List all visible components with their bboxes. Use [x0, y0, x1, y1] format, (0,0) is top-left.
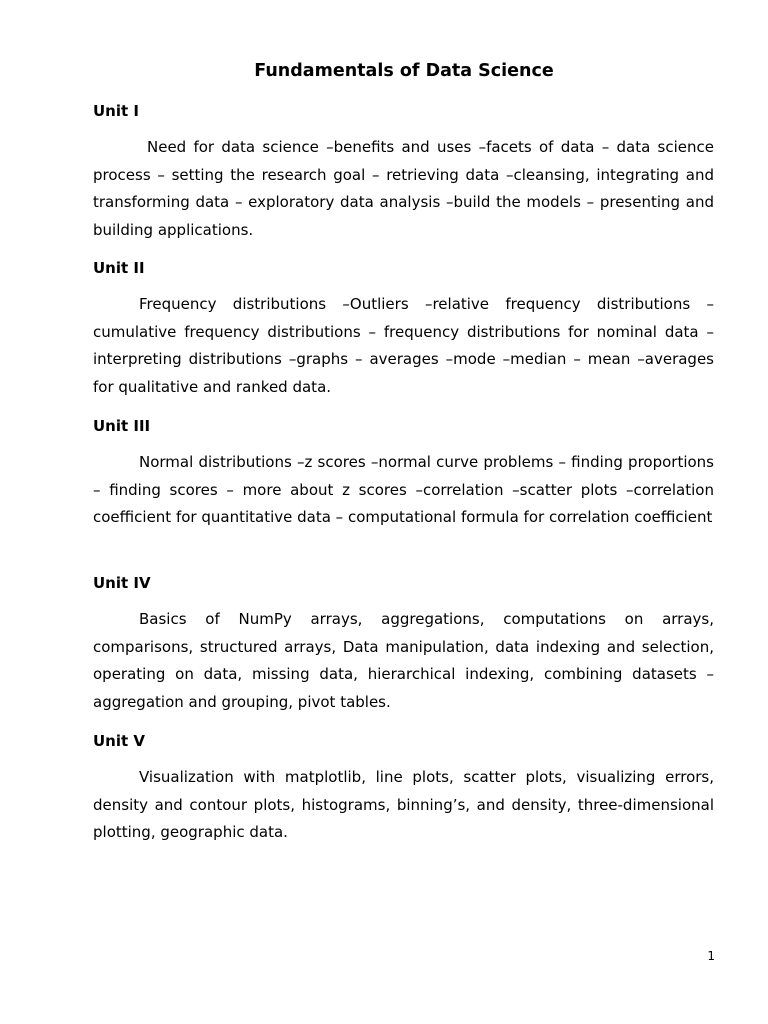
unit-4-heading: Unit IV	[93, 574, 151, 592]
unit-2-heading: Unit II	[93, 259, 145, 277]
unit-2-description: Frequency distributions –Outliers –relative frequency distributions – cumulative frequency distributions – frequency distributions for nominal data –interpreting distributions –graphs – averages –mode –median – mean –averages for qualitative and ranked data.	[93, 295, 714, 397]
unit-1-description: Need for data science –benefits and uses –facets of data – data science process – setting the research goal – retrieving data –cleansing, integrating and transforming data – exploratory data analysis –build the models – presenting and building applications.	[93, 138, 714, 240]
unit-1-heading: Unit I	[93, 102, 139, 120]
unit-3-heading: Unit III	[93, 417, 151, 435]
document-title: Fundamentals of Data Science	[254, 61, 554, 81]
page-number: 1	[707, 949, 715, 963]
unit-5-heading: Unit V	[93, 732, 146, 750]
unit-3-description: Normal distributions –z scores –normal curve problems – finding proportions – finding scores – more about z scores –correlation –scatter plots –correlation coefficient for quantitative data – computational formula for correlation coefficient	[93, 453, 714, 527]
unit-4-description: Basics of NumPy arrays, aggregations, computations on arrays, comparisons, structured arrays, Data manipulation, data indexing and selection, operating on data, missing data, hierarchical indexing, combining datasets –aggregation and grouping, pivot tables.	[93, 610, 714, 712]
unit-5-description: Visualization with matplotlib, line plots, scatter plots, visualizing errors, density and contour plots, histograms, binning’s, and density, three-dimensional plotting, geographic data.	[93, 768, 714, 842]
